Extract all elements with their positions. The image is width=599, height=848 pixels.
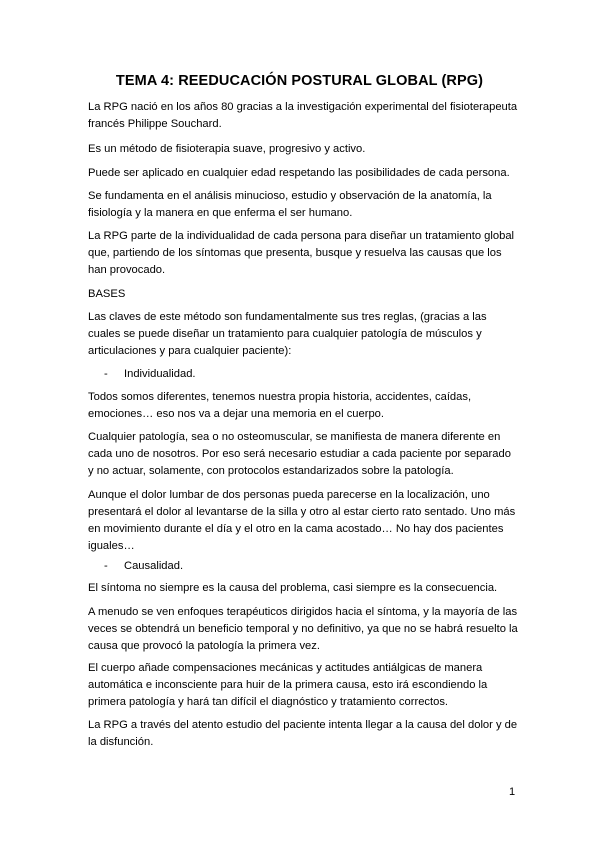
page-title: TEMA 4: REEDUCACIÓN POSTURAL GLOBAL (RPG) <box>115 73 484 89</box>
bullet-dash: - <box>104 368 108 380</box>
bullet-label: Individualidad. <box>124 368 196 380</box>
paragraph-rules: Las claves de este método son fundamentalmente sus tres reglas, (gracias a las cuales se puede diseñar un tratamiento para cualquier patología de músculos y articulaciones y para cualquier paciente): <box>88 311 487 357</box>
bullet-label: Causalidad. <box>124 560 184 572</box>
paragraph-approaches: A menudo se ven enfoques terapéuticos dirigidos hacia el síntoma, y la mayoría de las veces se obtendrá un beneficio temporal y no definitivo, ya que no se habrá resuelto la causa que provocó la patología la primera vez. <box>88 606 518 652</box>
paragraph-compensations: El cuerpo añade compensaciones mecánicas y actitudes antiálgicas de manera automática e inconsciente para huir de la primera causa, esto irá escondiendo la primera patología y hará tan difícil el diagnóstico y tratamiento correctos. <box>88 662 488 708</box>
paragraph-individual-treatment: La RPG parte de la individualidad de cada persona para diseñar un tratamiento global que, partiendo de los síntomas que presenta, busque y resuelva las causas que los han provocado. <box>88 230 515 276</box>
section-heading-bases: BASES <box>88 288 126 300</box>
paragraph-foundation: Se fundamenta en el análisis minucioso, estudio y observación de la anatomía, la fisiología y la manera en que enferma el ser humano. <box>88 190 492 219</box>
page-number: 1 <box>509 786 516 798</box>
paragraph-lumbar-pain: Aunque el dolor lumbar de dos personas pueda parecerse en la localización, uno presentará el dolor al levantarse de la silla y otro al estar cierto rato sentado. Uno más en movimiento durante el día y el otro en la cama acostado… No hay dos pacientes iguales… <box>88 489 516 552</box>
paragraph-rpg-cause: La RPG a través del atento estudio del paciente intenta llegar a la causa del dolor y de la disfunción. <box>88 719 518 748</box>
paragraph-age: Puede ser aplicado en cualquier edad respetando las posibilidades de cada persona. <box>88 167 510 179</box>
paragraph-origin: La RPG nació en los años 80 gracias a la investigación experimental del fisioterapeuta francés Philippe Souchard. <box>88 101 518 130</box>
bullet-dash: - <box>104 560 108 572</box>
paragraph-pathology: Cualquier patología, sea o no osteomuscular, se manifiesta de manera diferente en cada uno de nosotros. Por eso será necesario estudiar a cada paciente por separado y no actuar, solamente, con protocolos estandarizados sobre la patología. <box>88 431 511 477</box>
bullet-causalidad <box>104 558 183 575</box>
bullet-individualidad <box>104 366 196 383</box>
paragraph-symptom: El síntoma no siempre es la causa del problema, casi siempre es la consecuencia. <box>88 582 498 594</box>
paragraph-differences: Todos somos diferentes, tenemos nuestra propia historia, accidentes, caídas, emociones… eso nos va a dejar una memoria en el cuerpo. <box>88 391 472 420</box>
paragraph-method: Es un método de fisioterapia suave, progresivo y activo. <box>88 143 366 155</box>
